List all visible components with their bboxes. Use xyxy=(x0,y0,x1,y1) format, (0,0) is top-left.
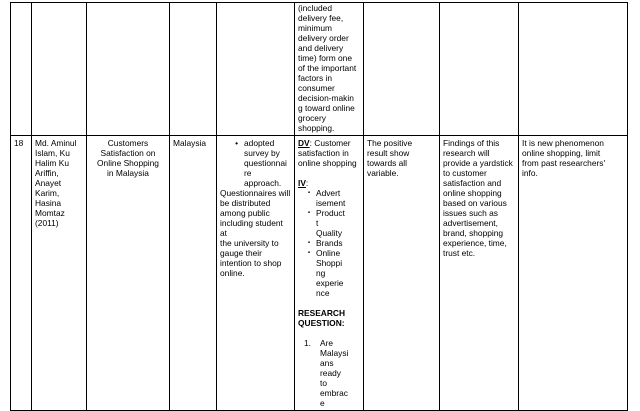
title-line: Customers xyxy=(107,138,149,148)
dv-text-first: : Customer xyxy=(309,138,351,148)
table-row-continuation xyxy=(11,3,628,136)
iv-line: nce xyxy=(316,288,330,298)
findings-line: based on various xyxy=(443,198,507,208)
method-bullet-item xyxy=(220,138,291,188)
cell-authors xyxy=(32,3,87,136)
iv-line: Online xyxy=(316,248,341,258)
iv-list xyxy=(298,188,360,298)
method-line: the university to xyxy=(220,238,279,248)
gap-line: online shopping, limit xyxy=(522,148,601,158)
variables-line: minimum xyxy=(298,23,332,33)
author-line: Hasina xyxy=(35,198,62,208)
dv-block xyxy=(298,138,360,168)
cell-country xyxy=(170,3,217,136)
method-line: be distributed xyxy=(220,198,271,208)
variables-line: of the important xyxy=(298,63,357,73)
iv-item xyxy=(302,188,360,208)
findings-line: satisfaction and xyxy=(443,178,502,188)
variables-line: g toward online xyxy=(298,103,355,113)
author-line: Halim Ku xyxy=(35,158,69,168)
square-bullet-icon: ▪ xyxy=(307,250,311,256)
method-line: gauge their xyxy=(220,248,262,258)
iv-line: Shoppi xyxy=(316,258,343,268)
result-line: The positive xyxy=(367,138,413,148)
gap-cell xyxy=(519,136,628,411)
variables-cell xyxy=(295,136,364,411)
iv-line: Product xyxy=(316,208,345,218)
iv-item xyxy=(302,248,360,298)
findings-line: trust etc. xyxy=(443,248,476,258)
iv-colon: : xyxy=(305,178,309,188)
rq-line: to xyxy=(320,378,327,388)
iv-label: IV xyxy=(298,178,306,188)
iv-item xyxy=(302,208,360,238)
title-line: Satisfaction on xyxy=(100,148,156,158)
method-line: online. xyxy=(220,268,245,278)
author-line: Momtaz xyxy=(35,208,65,218)
table-row-18 xyxy=(11,136,628,411)
title-line: Online Shopping xyxy=(97,158,159,168)
iv-line: Brands xyxy=(316,238,343,248)
dv-label: DV xyxy=(298,138,310,148)
rq-line: Are xyxy=(320,338,334,348)
variables-line: consumer xyxy=(298,83,335,93)
findings-line: online shopping xyxy=(443,188,502,198)
iv-item xyxy=(302,238,360,248)
author-line: Anayet xyxy=(35,178,62,188)
country-cell: Malaysia xyxy=(170,136,217,411)
method-line: questionnai xyxy=(244,158,287,168)
variables-line: decision-makin xyxy=(298,93,354,103)
rq-heading-line: QUESTION: xyxy=(298,318,345,328)
method-line: approach. xyxy=(244,178,282,188)
cell-method xyxy=(217,3,295,136)
findings-line: experience, time, xyxy=(443,238,507,248)
iv-item-text xyxy=(316,238,343,248)
cell-variables-continued xyxy=(295,3,364,136)
literature-review-table xyxy=(10,2,628,411)
iv-line: isement xyxy=(316,198,346,208)
dv-text xyxy=(298,148,360,168)
findings-line: issues such as xyxy=(443,208,498,218)
iv-item-text xyxy=(316,188,345,208)
method-line: adopted xyxy=(244,138,275,148)
method-bullet-text xyxy=(244,138,287,188)
rq-line: e xyxy=(320,398,325,408)
iv-line: experie xyxy=(316,278,344,288)
result-line: towards all xyxy=(367,158,408,168)
method-text xyxy=(220,188,291,278)
result-line: result show xyxy=(367,148,410,158)
cell-findings xyxy=(440,3,519,136)
study-title-cell xyxy=(87,136,170,411)
variables-line: delivery order xyxy=(298,33,349,43)
cell-title xyxy=(87,3,170,136)
methodology-cell xyxy=(217,136,295,411)
method-line: including student at xyxy=(220,218,283,238)
variables-line: grocery xyxy=(298,113,326,123)
square-bullet-icon: ▪ xyxy=(307,210,311,216)
findings-cell xyxy=(440,136,519,411)
findings-line: to customer xyxy=(443,168,487,178)
findings-line: advertisement, xyxy=(443,218,498,228)
rq-heading-line: RESEARCH xyxy=(298,308,345,318)
iv-line: ng xyxy=(316,268,326,278)
findings-line: provide a yardstick xyxy=(443,158,513,168)
bullet-mark: • xyxy=(235,138,238,148)
variables-line: (included xyxy=(298,3,332,13)
row-number: 18 xyxy=(11,136,32,411)
gap-line: info. xyxy=(522,168,538,178)
result-cell xyxy=(364,136,440,411)
method-line: among public xyxy=(220,208,270,218)
variables-line: delivery fee, xyxy=(298,13,344,23)
findings-line: Findings of this xyxy=(443,138,500,148)
iv-line: Advert xyxy=(316,188,341,198)
author-line: Ariffin, xyxy=(35,168,59,178)
result-line: variable. xyxy=(367,168,399,178)
iv-line: t xyxy=(316,218,319,228)
author-line: Md. Aminul xyxy=(35,138,77,148)
square-bullet-icon: ▪ xyxy=(307,190,311,196)
dv-line: satisfaction in xyxy=(298,148,349,158)
research-question-item xyxy=(304,338,360,408)
rq-line: ready xyxy=(320,368,341,378)
gap-line: It is new phenomenon xyxy=(522,138,604,148)
rq-line: Malaysi xyxy=(320,348,349,358)
findings-line: research will xyxy=(443,148,490,158)
iv-line: Quality xyxy=(316,228,343,238)
cell-number xyxy=(11,3,32,136)
research-question-heading xyxy=(298,308,360,328)
variables-line: and delivery xyxy=(298,43,344,53)
rq-line: embrac xyxy=(320,388,348,398)
author-line: (2011) xyxy=(35,218,59,228)
cell-gap xyxy=(519,3,628,136)
findings-line: brand, shopping xyxy=(443,228,504,238)
rq-text xyxy=(320,338,348,408)
dv-line: online shopping xyxy=(298,158,357,168)
iv-item-text xyxy=(316,248,343,298)
method-line: intention to shop xyxy=(220,258,282,268)
variables-line: time) form one xyxy=(298,53,352,63)
variables-line: factors in xyxy=(298,73,332,83)
method-line: Questionnaires will xyxy=(220,188,291,198)
method-line: survey by xyxy=(244,148,280,158)
iv-block xyxy=(298,178,360,298)
author-line: Islam, Ku xyxy=(35,148,70,158)
cell-result xyxy=(364,3,440,136)
authors-cell xyxy=(32,136,87,411)
method-line: re xyxy=(244,168,252,178)
title-line: in Malaysia xyxy=(107,168,149,178)
rq-number: 1. xyxy=(304,338,311,348)
variables-line: shopping. xyxy=(298,123,335,133)
square-bullet-icon: ▪ xyxy=(307,240,311,246)
iv-item-text xyxy=(316,208,345,238)
rq-line: ans xyxy=(320,358,334,368)
gap-line: from past researchers' xyxy=(522,158,606,168)
author-line: Karim, xyxy=(35,188,60,198)
